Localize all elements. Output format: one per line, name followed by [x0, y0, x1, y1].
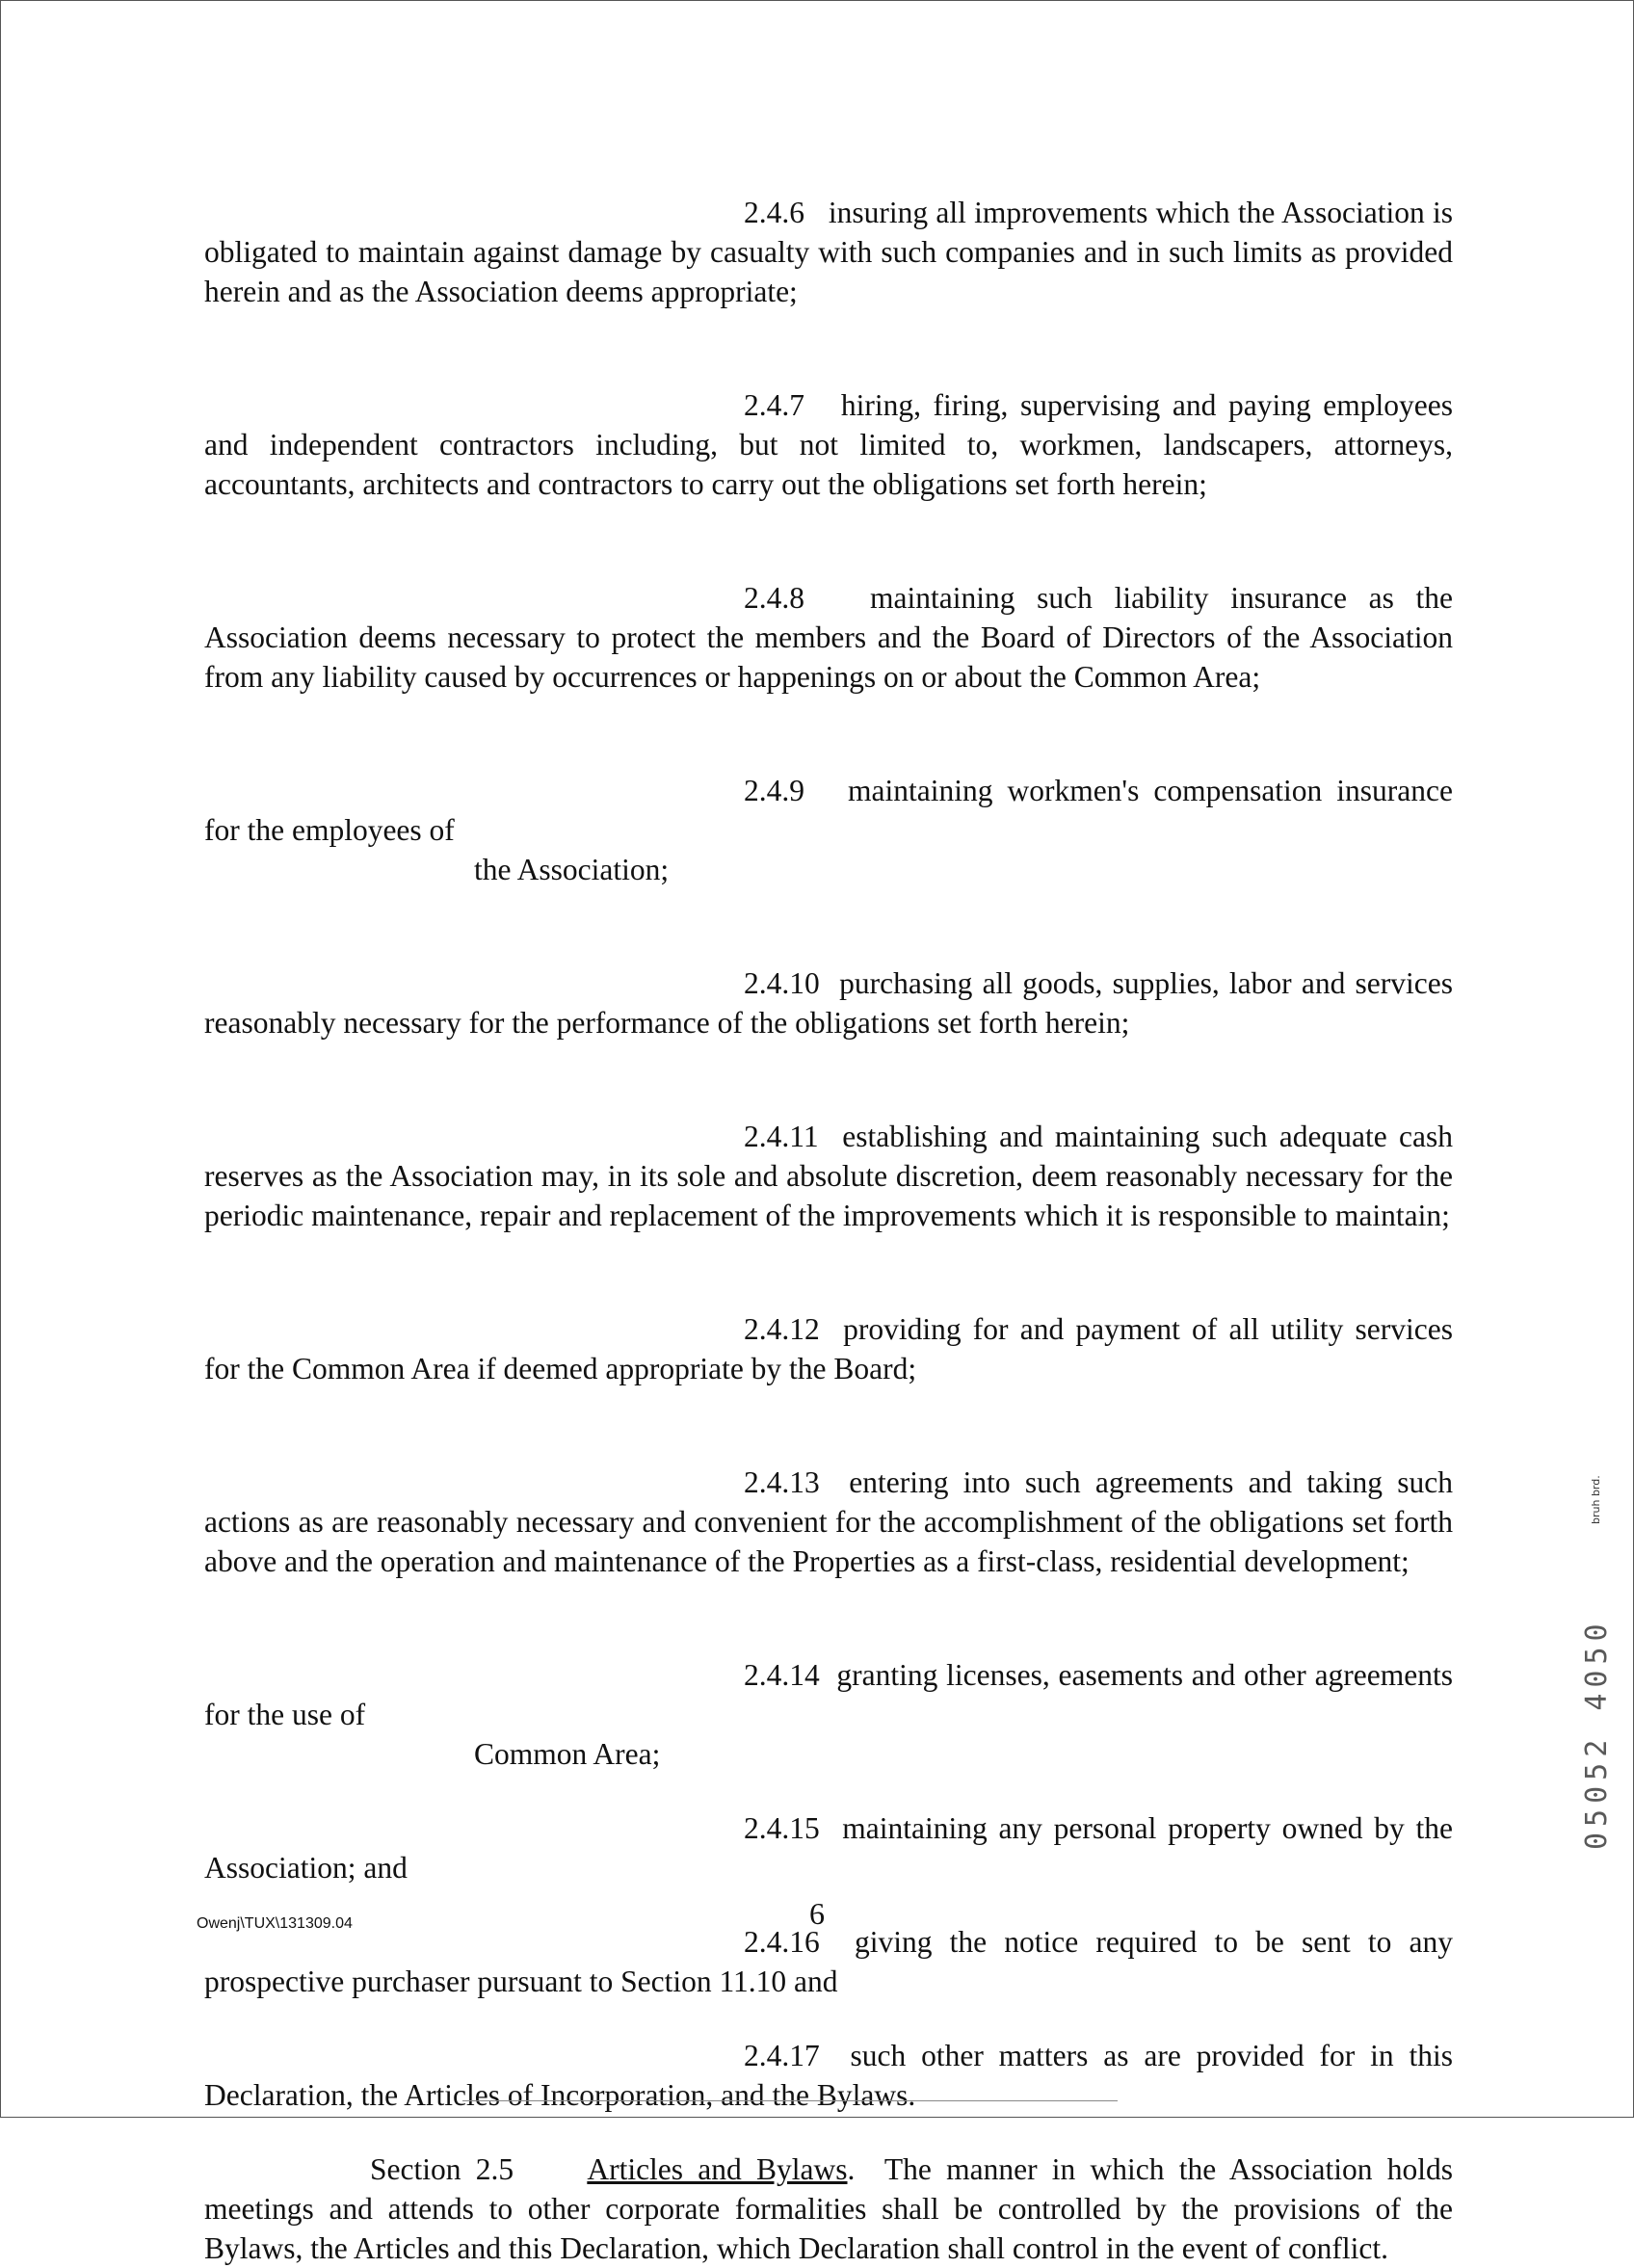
section-2-5: [204, 2149, 1453, 2268]
paragraph-2-4-9: [204, 771, 1453, 889]
paragraph-2-4-6: [204, 193, 1453, 311]
paragraph-2-4-7: [204, 385, 1453, 504]
side-stamp-small-text: bruh brd.: [1590, 1475, 1602, 1524]
paragraph-text: giving the notice required to be sent to any prospective purchaser pursuant to Section 11.10 and: [204, 1925, 1453, 1998]
paragraph-text: such other matters as are provided for in this Declaration, the Articles of Incorporation, and the Bylaws.: [204, 2039, 1453, 2112]
paragraph-number: 2.4.15: [744, 1811, 820, 1845]
paragraph-text: establishing and maintaining such adequate cash reserves as the Association may, in its sole and absolute discretion, deem reasonably necessary for the periodic maintenance, repair and replacement of the improvements which it is responsible to maintain;: [204, 1120, 1454, 1232]
document-body: [204, 193, 1453, 2268]
paragraph-text: maintaining such liability insurance as the Association deems necessary to protect the members and the Board of Directors of the Association from any liability caused by occurrences or happenings on or about the Common Area;: [204, 581, 1453, 694]
bottom-scan-line: [462, 2100, 1118, 2101]
paragraph-text: insuring all improvements which the Association is obligated to maintain against damage by casualty with such companies and in such limits as provided herein and as the Association deems appropriate;: [204, 196, 1453, 308]
paragraph-number: 2.4.8: [744, 581, 804, 615]
paragraph-2-4-10: [204, 963, 1453, 1042]
paragraph-2-4-17: [204, 2036, 1453, 2115]
paragraph-text: maintaining workmen's compensation insurance for the employees of: [204, 774, 1453, 847]
paragraph-text: maintaining any personal property owned by the Association; and: [204, 1811, 1454, 1885]
paragraph-text: purchasing all goods, supplies, labor and services reasonably necessary for the performance of the obligations set forth herein;: [204, 966, 1453, 1040]
paragraph-number: 2.4.14: [744, 1658, 820, 1692]
paragraph-text: granting licenses, easements and other agreements for the use of: [204, 1658, 1454, 1731]
paragraph-2-4-8: [204, 578, 1453, 697]
paragraph-2-4-13: [204, 1463, 1453, 1581]
page-number: 6: [809, 1896, 825, 1931]
paragraph-number: 2.4.9: [744, 774, 804, 807]
side-stamp: [1580, 1503, 1619, 2120]
section-heading-suffix: .: [847, 2152, 856, 2186]
side-stamp-number: 05052 4050: [1580, 1618, 1614, 1850]
paragraph-text: hiring, firing, supervising and paying employees and independent contractors including, but not limited to, workmen, landscapers, attorneys, accountants, architects and contractors to carry out the obligations set forth herein;: [204, 388, 1454, 501]
paragraph-number: 2.4.6: [744, 196, 804, 229]
paragraph-tail: the Association;: [474, 853, 670, 886]
section-label: Section 2.5: [370, 2152, 514, 2186]
paragraph-2-4-16: [204, 1922, 1453, 2001]
section-text: The manner in which the Association holds meetings and attends to other corporate formalities shall be controlled by the provisions of the Bylaws, the Articles and this Declaration, which Declaration shall control in the event of conflict.: [204, 2152, 1453, 2265]
footer-doc-id: Owenj\TUX\131309.04: [197, 1915, 353, 1932]
paragraph-text: entering into such agreements and taking such actions as are reasonably necessary and convenient for the accomplishment of the obligations set forth above and the operation and maintenance of the Properties as a first-class, residential development;: [204, 1465, 1453, 1578]
paragraph-number: 2.4.13: [744, 1465, 820, 1499]
paragraph-number: 2.4.16: [744, 1925, 820, 1959]
section-heading: Articles and Bylaws: [587, 2152, 848, 2186]
paragraph-2-4-11: [204, 1117, 1453, 1235]
paragraph-tail: Common Area;: [474, 1737, 661, 1771]
paragraph-number: 2.4.12: [744, 1312, 820, 1346]
paragraph-number: 2.4.10: [744, 966, 820, 1000]
paragraph-2-4-12: [204, 1309, 1453, 1388]
paragraph-text: providing for and payment of all utility services for the Common Area if deemed appropriate by the Board;: [204, 1312, 1454, 1385]
paragraph-2-4-15: [204, 1808, 1453, 1887]
paragraph-2-4-14: [204, 1655, 1453, 1774]
paragraph-number: 2.4.7: [744, 388, 804, 422]
paragraph-number: 2.4.17: [744, 2039, 820, 2072]
paragraph-number: 2.4.11: [744, 1120, 819, 1153]
